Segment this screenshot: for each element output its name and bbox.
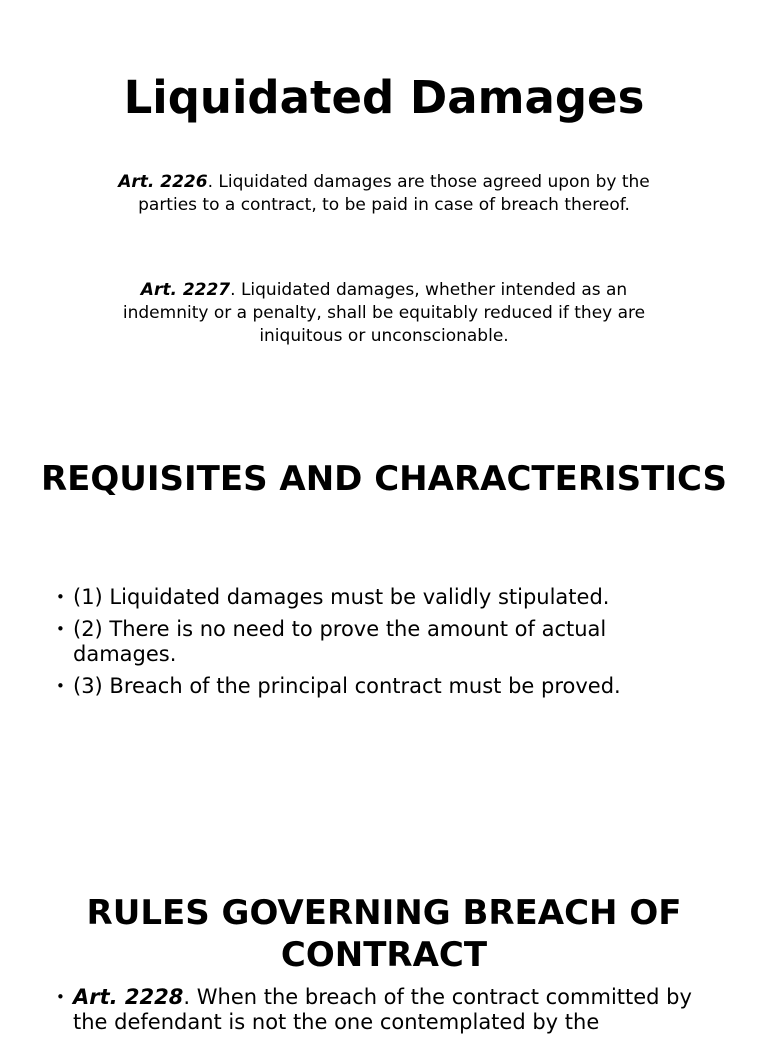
bullet-dot: • [56,988,65,1006]
slide-liquidated-damages [0,0,768,400]
requisites-list [56,585,696,706]
slide-requisites [0,440,768,840]
list-item-text: (2) There is no need to prove the amount of actual damages. [73,617,607,666]
article-2227-paragraph [96,279,672,348]
list-item [56,617,696,667]
article-2228-ref: Art. 2228 [73,985,184,1009]
bullet-dot: • [56,620,65,638]
article-2227-ref: Art. 2227 [140,280,231,300]
bullet-dot: • [56,677,65,695]
bullet-dot: • [56,588,65,606]
article-2228-text: . When the breach of the contract committed by the defendant is not the one contemplated by the [73,985,692,1034]
article-2226-text: . Liquidated damages are those agreed upon by the parties to a contract, to be paid in case of breach thereof. [138,172,650,215]
list-item [56,585,696,610]
slide-rules-breach [0,880,768,1034]
page-title: Liquidated Damages [123,71,645,124]
section-title-requisites: REQUISITES AND CHARACTERISTICS [40,459,728,499]
article-2226-paragraph [96,171,672,217]
section-title-rules: RULES GOVERNING BREACH OF CONTRACT [86,893,682,975]
article-2227-text: . Liquidated damages, whether intended as an indemnity or a penalty, shall be equitably reduced if they are iniquitous or unconscionable. [122,280,646,346]
article-2226-ref: Art. 2226 [118,172,208,192]
list-item-text: (1) Liquidated damages must be validly stipulated. [73,585,610,609]
list-item-text: (3) Breach of the principal contract must be proved. [73,674,621,698]
list-item [56,985,696,1035]
list-item [56,674,696,699]
rules-list [56,985,696,1042]
